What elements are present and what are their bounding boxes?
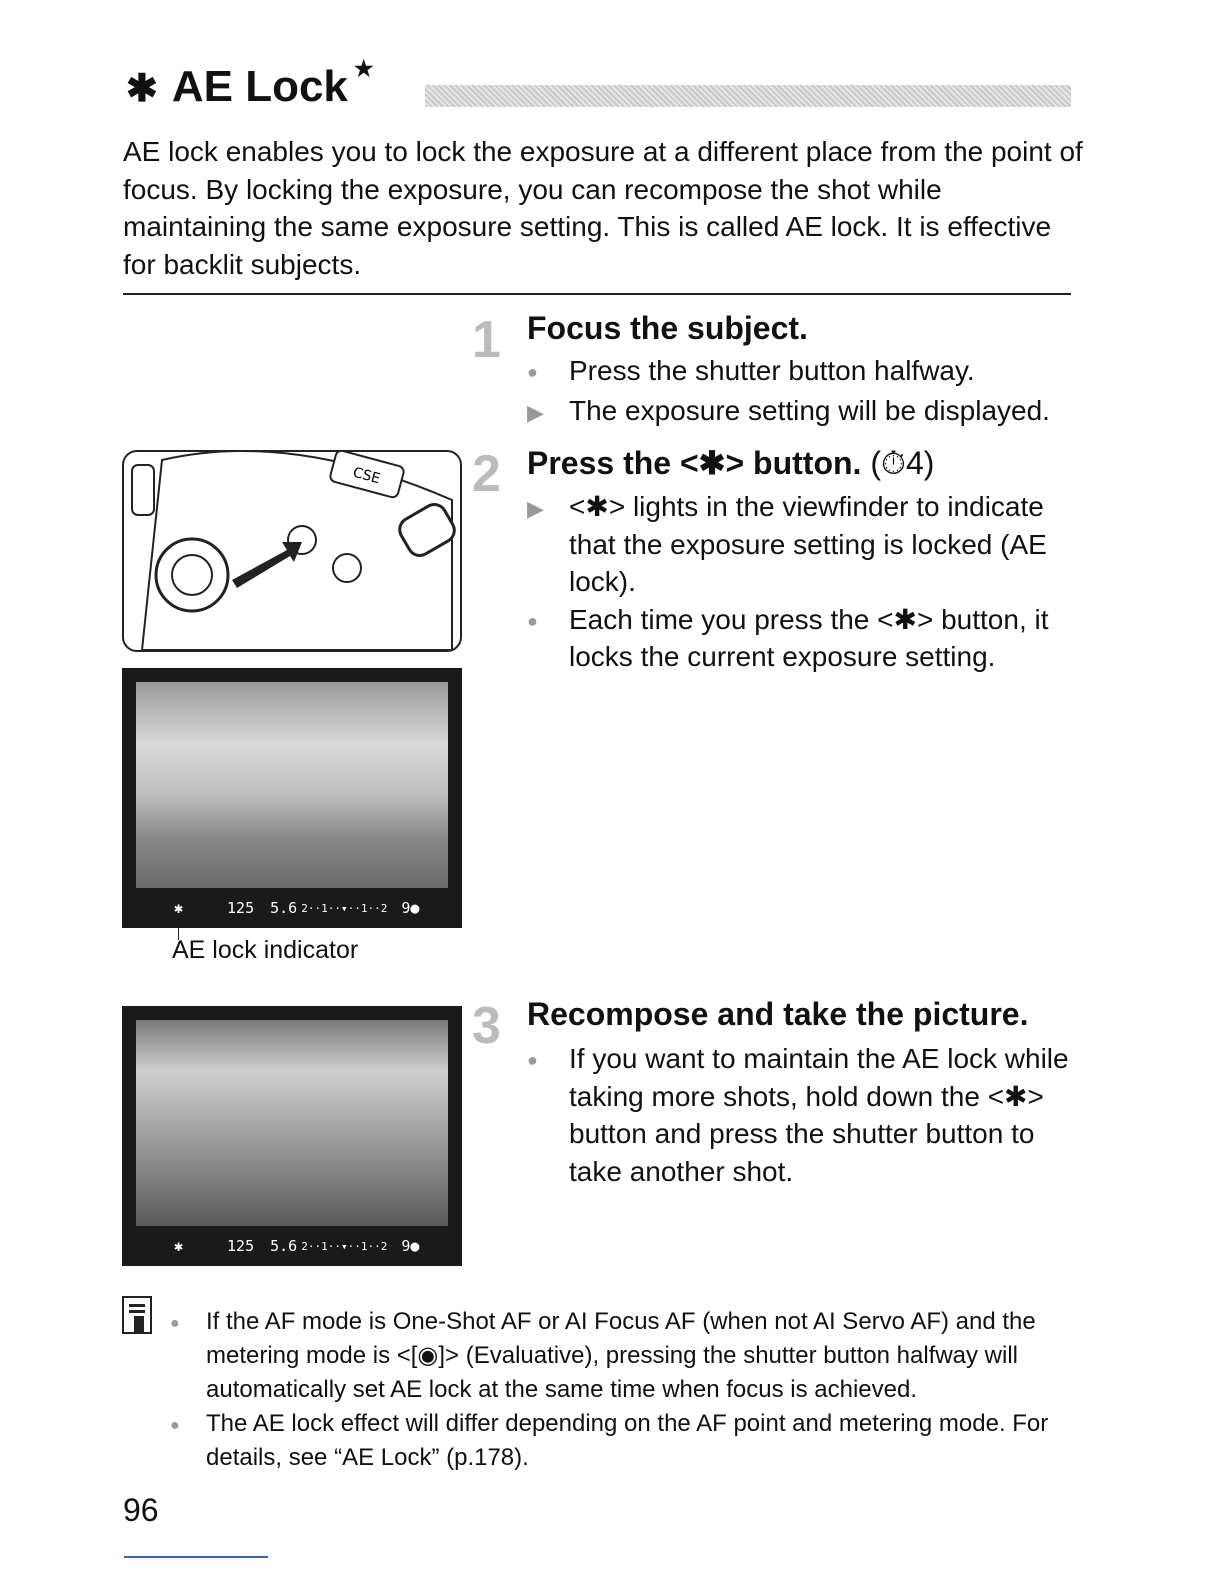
- scene-photo: [136, 682, 448, 888]
- dial-label: CSE: [351, 464, 382, 488]
- note-text: The AE lock effect will differ depending on the AF point and metering mode. For details, see “AE Lock” (p.178).: [206, 1410, 1049, 1471]
- bullet-text: If you want to maintain the AE lock while taking more shots, hold down the <✱> button and press the shutter button to take another shot.: [569, 1043, 1069, 1187]
- camera-illustration: [122, 450, 462, 652]
- section-divider: [123, 293, 1071, 295]
- list-item: [527, 601, 1067, 676]
- bullet-icon: ●: [527, 362, 538, 382]
- step-2-bullets: [527, 488, 1067, 676]
- step-3-bullets: [527, 1040, 1072, 1190]
- viewfinder-image-1: [122, 668, 462, 928]
- scene-photo: [136, 1020, 448, 1226]
- ae-lock-indicator-icon: ✱: [174, 1237, 184, 1255]
- step-2-title-text: Press the <✱> button.: [527, 445, 862, 481]
- page-number: 96: [123, 1492, 159, 1528]
- note-icon: [122, 1296, 152, 1334]
- camera-back-icon: [122, 450, 462, 652]
- timer-reference: (⏱4): [870, 445, 935, 481]
- bullet-text: Each time you press the <✱> button, it locks the current exposure setting.: [569, 603, 1049, 672]
- step-1-bullets: [527, 352, 1087, 431]
- list-item: [527, 488, 1067, 601]
- aperture-value: 5.6: [270, 1237, 298, 1255]
- result-arrow-icon: ▶: [527, 496, 544, 521]
- list-item: [527, 352, 1087, 392]
- step-2-title: [527, 444, 934, 483]
- bullet-text: <✱> lights in the viewfinder to indicate that the exposure setting is locked (AE lock).: [569, 491, 1047, 597]
- bullet-icon: ●: [170, 1417, 180, 1434]
- max-burst: 9●: [401, 1237, 420, 1255]
- bullet-text: Press the shutter button halfway.: [569, 355, 975, 386]
- step-1-title: Focus the subject.: [527, 310, 808, 346]
- bullet-icon: ●: [527, 610, 538, 631]
- ae-lock-indicator-icon: ✱: [174, 899, 184, 917]
- ae-lock-icon: ✱: [126, 68, 158, 110]
- page-title-text: AE Lock: [171, 62, 348, 111]
- notes-section: [170, 1305, 1070, 1475]
- viewfinder-info-bar: [122, 896, 462, 920]
- list-item: [170, 1305, 1070, 1407]
- step-3-title: Recompose and take the picture.: [527, 996, 1029, 1032]
- list-item: [527, 1040, 1072, 1190]
- shutter-speed: 125: [227, 1237, 255, 1255]
- exposure-scale: 2··1··▾··1··2: [301, 901, 388, 915]
- result-arrow-icon: ▶: [527, 399, 544, 425]
- max-burst: 9●: [401, 899, 420, 917]
- footer-line: [124, 1556, 268, 1558]
- viewfinder-info-bar: [122, 1234, 462, 1258]
- aperture-value: 5.6: [270, 899, 298, 917]
- star-icon: ★: [353, 56, 374, 81]
- ae-lock-caption: AE lock indicator: [172, 936, 359, 964]
- intro-paragraph: AE lock enables you to lock the exposure at a different place from the point of focus. By locking the exposure, you can recompose the shot while maintaining the same exposure setting. This is called AE lock. It is effective for backlit subjects.: [123, 136, 1083, 280]
- list-item: [170, 1407, 1070, 1475]
- note-text: If the AF mode is One-Shot AF or AI Focus AF (when not AI Servo AF) and the metering mode is <[◉]> (Evaluative), pressing the shutter button halfway will automatically set AE lock at the same time when focus is achieved.: [206, 1308, 1036, 1403]
- bullet-icon: ●: [170, 1315, 180, 1332]
- page-title: [126, 56, 374, 112]
- step-number-2: 2: [472, 445, 501, 503]
- title-decorative-bar: [425, 85, 1071, 107]
- exposure-scale: 2··1··▾··1··2: [301, 1239, 388, 1253]
- bullet-icon: ●: [527, 1050, 538, 1070]
- bullet-text: The exposure setting will be displayed.: [569, 394, 1050, 426]
- step-number-3: 3: [472, 997, 501, 1055]
- step-number-1: 1: [472, 311, 501, 369]
- viewfinder-image-2: [122, 1006, 462, 1266]
- shutter-speed: 125: [227, 899, 255, 917]
- list-item: [527, 392, 1087, 432]
